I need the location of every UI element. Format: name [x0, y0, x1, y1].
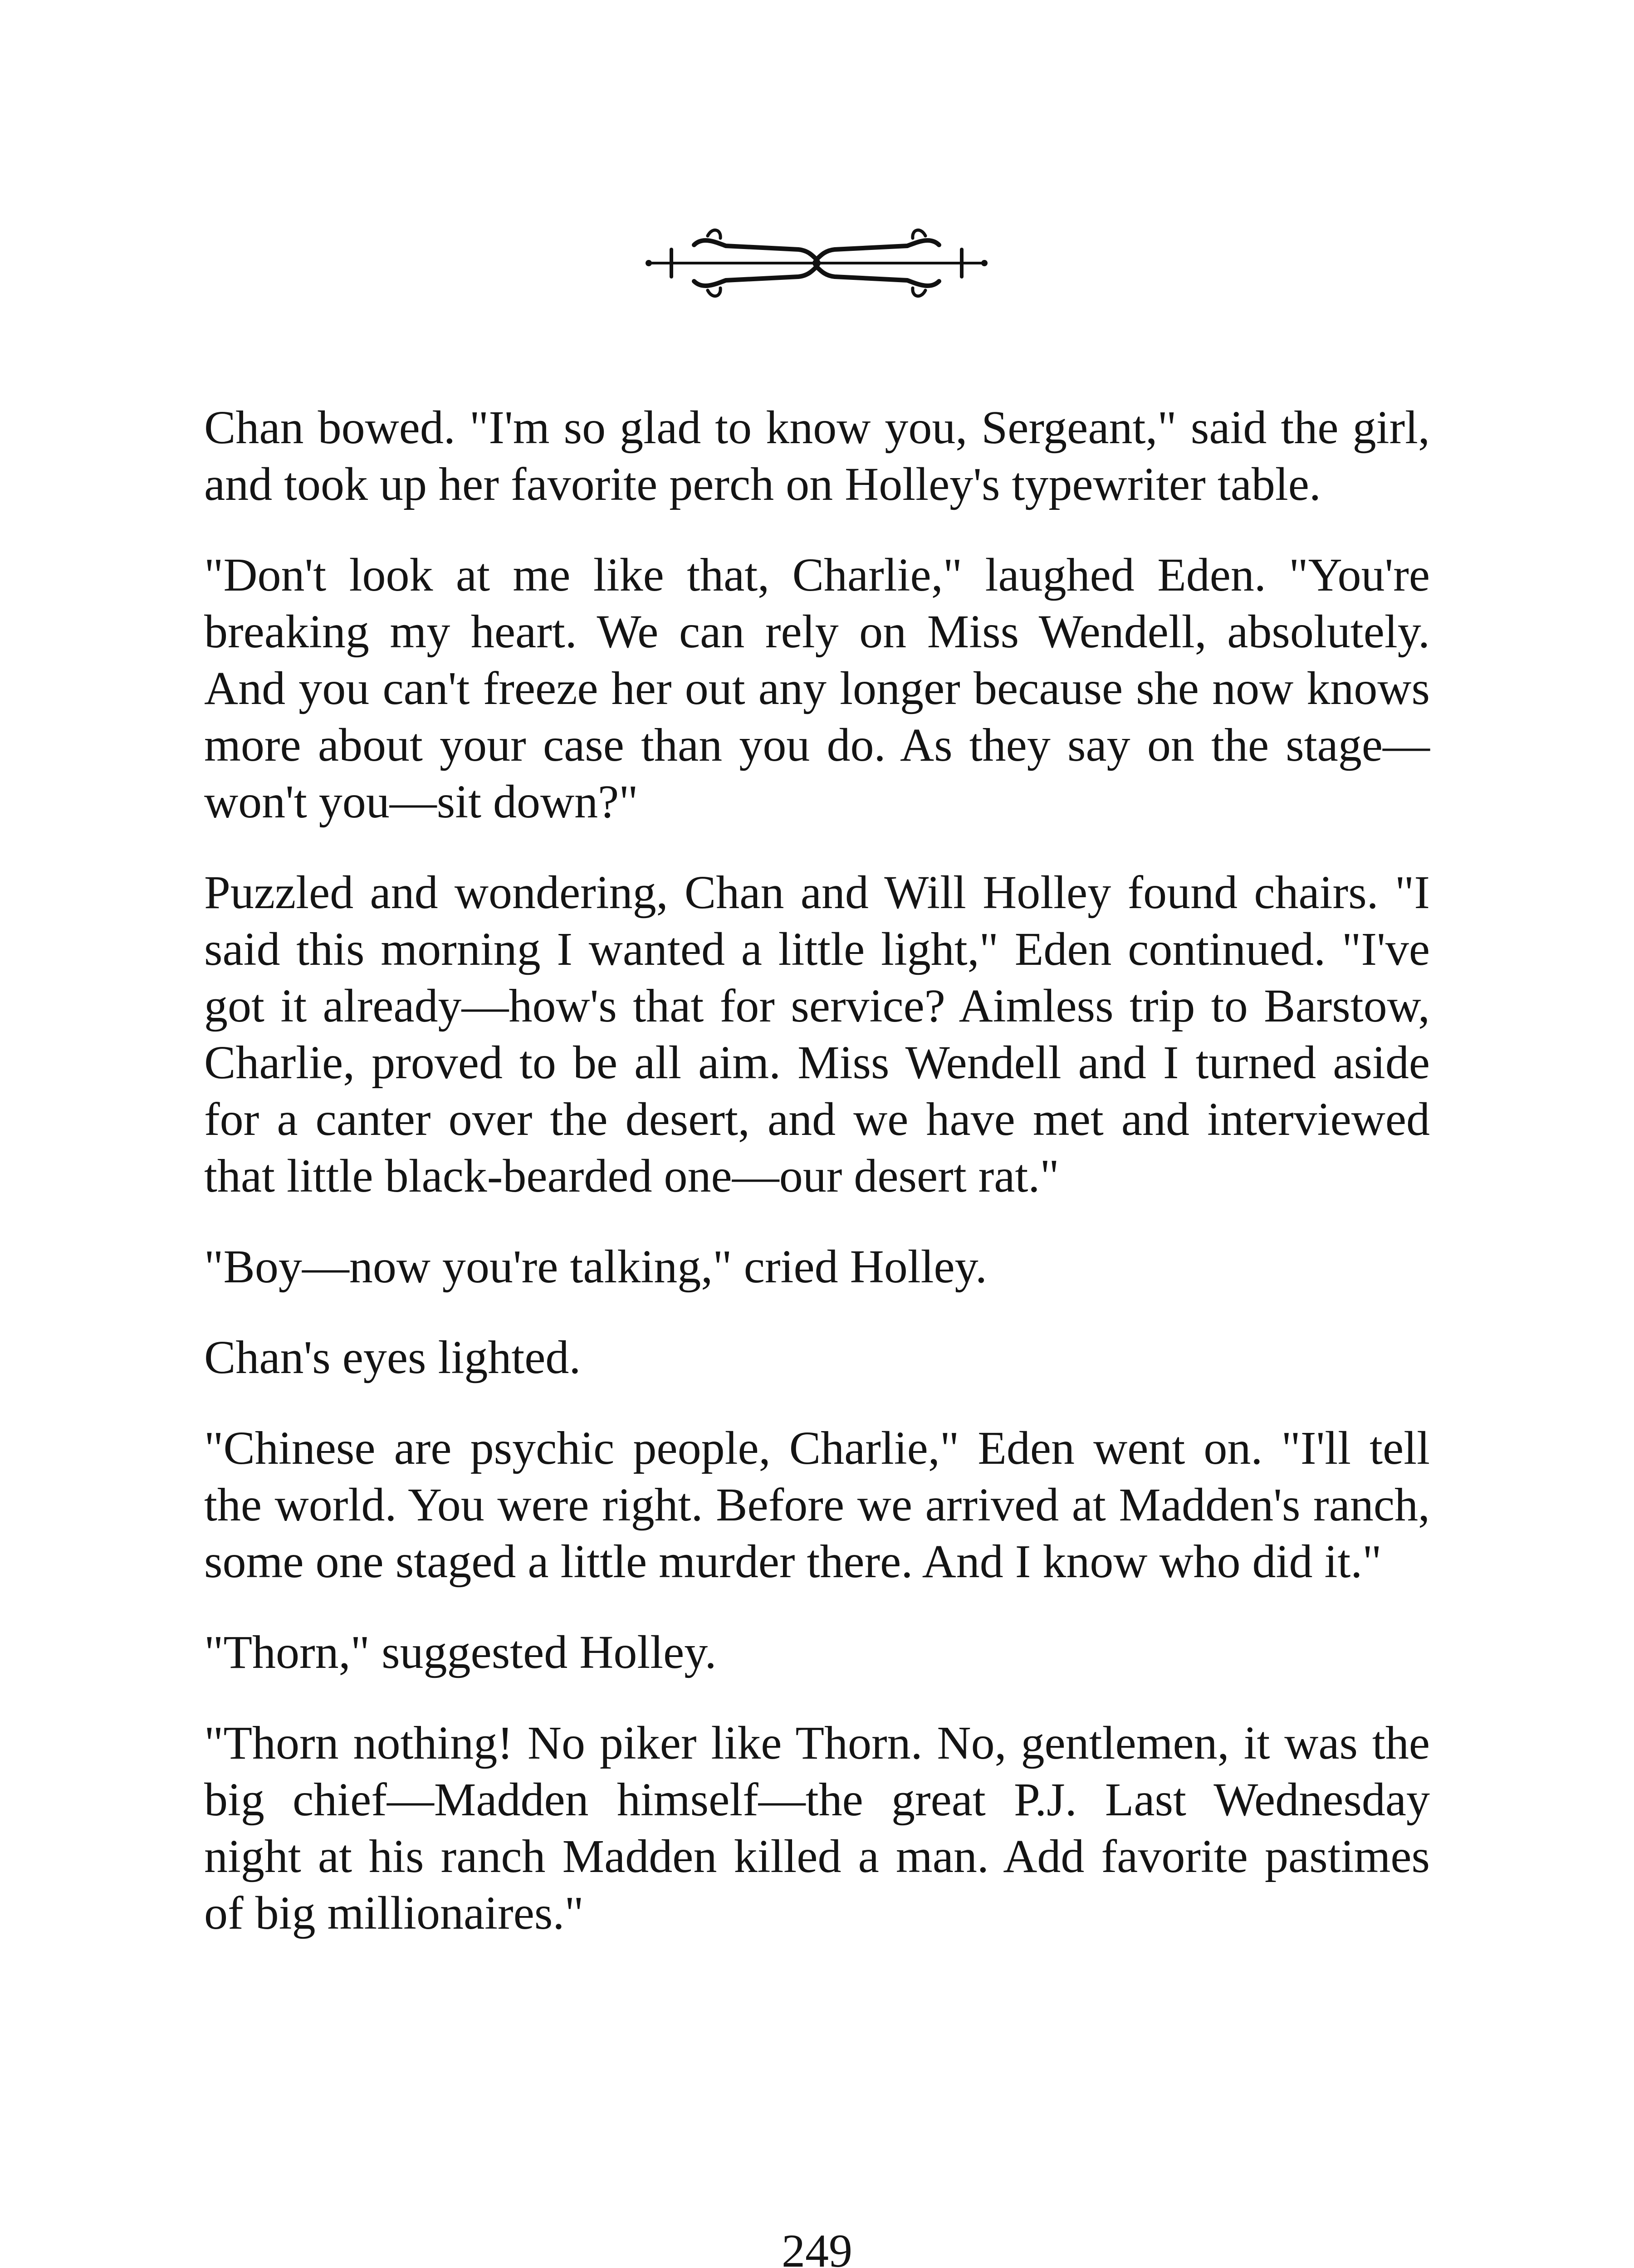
paragraph-5: Chan's eyes lighted.: [204, 1331, 581, 1383]
paragraph-4: "Boy—now you're talking," cried Holley.: [204, 1241, 987, 1293]
scroll-ornament-icon: [635, 218, 998, 308]
paragraph-6: "Chinese are psychic people, Charlie," Eden went on. "I'll tell the world. You were right. Before we arrived at Madden's ranch, some one staged a little murder there. And I know who did it.": [204, 1422, 1430, 1588]
paragraph-7: "Thorn," suggested Holley.: [204, 1626, 717, 1678]
text-column: [204, 399, 1430, 1975]
page-number: 249: [782, 2225, 852, 2268]
paragraph-1: Chan bowed. "I'm so glad to know you, Sergeant," said the girl, and took up her favorite perch on Holley's typewriter table.: [204, 401, 1430, 510]
paragraph-2: "Don't look at me like that, Charlie," laughed Eden. "You're breaking my heart. We can rely on Miss Wendell, absolutely. And you can't freeze her out any longer because she now knows more about your case than you do. As they say on the stage—won't you—sit down?": [204, 549, 1430, 828]
paragraph-3: Puzzled and wondering, Chan and Will Holley found chairs. "I said this morning I wanted a little light," Eden continued. "I've got it already—how's that for service? Aimless trip to Barstow, Charlie, proved to be all aim. Miss Wendell and I turned aside for a canter over the desert, and we have met and interviewed that little black-bearded one—our desert rat.": [204, 866, 1430, 1202]
paragraph-8: "Thorn nothing! No piker like Thorn. No, gentlemen, it was the big chief—Madden himself—the great P.J. Last Wednesday night at his ranch Madden killed a man. Add favorite pastimes of big millionaires.": [204, 1717, 1430, 1939]
